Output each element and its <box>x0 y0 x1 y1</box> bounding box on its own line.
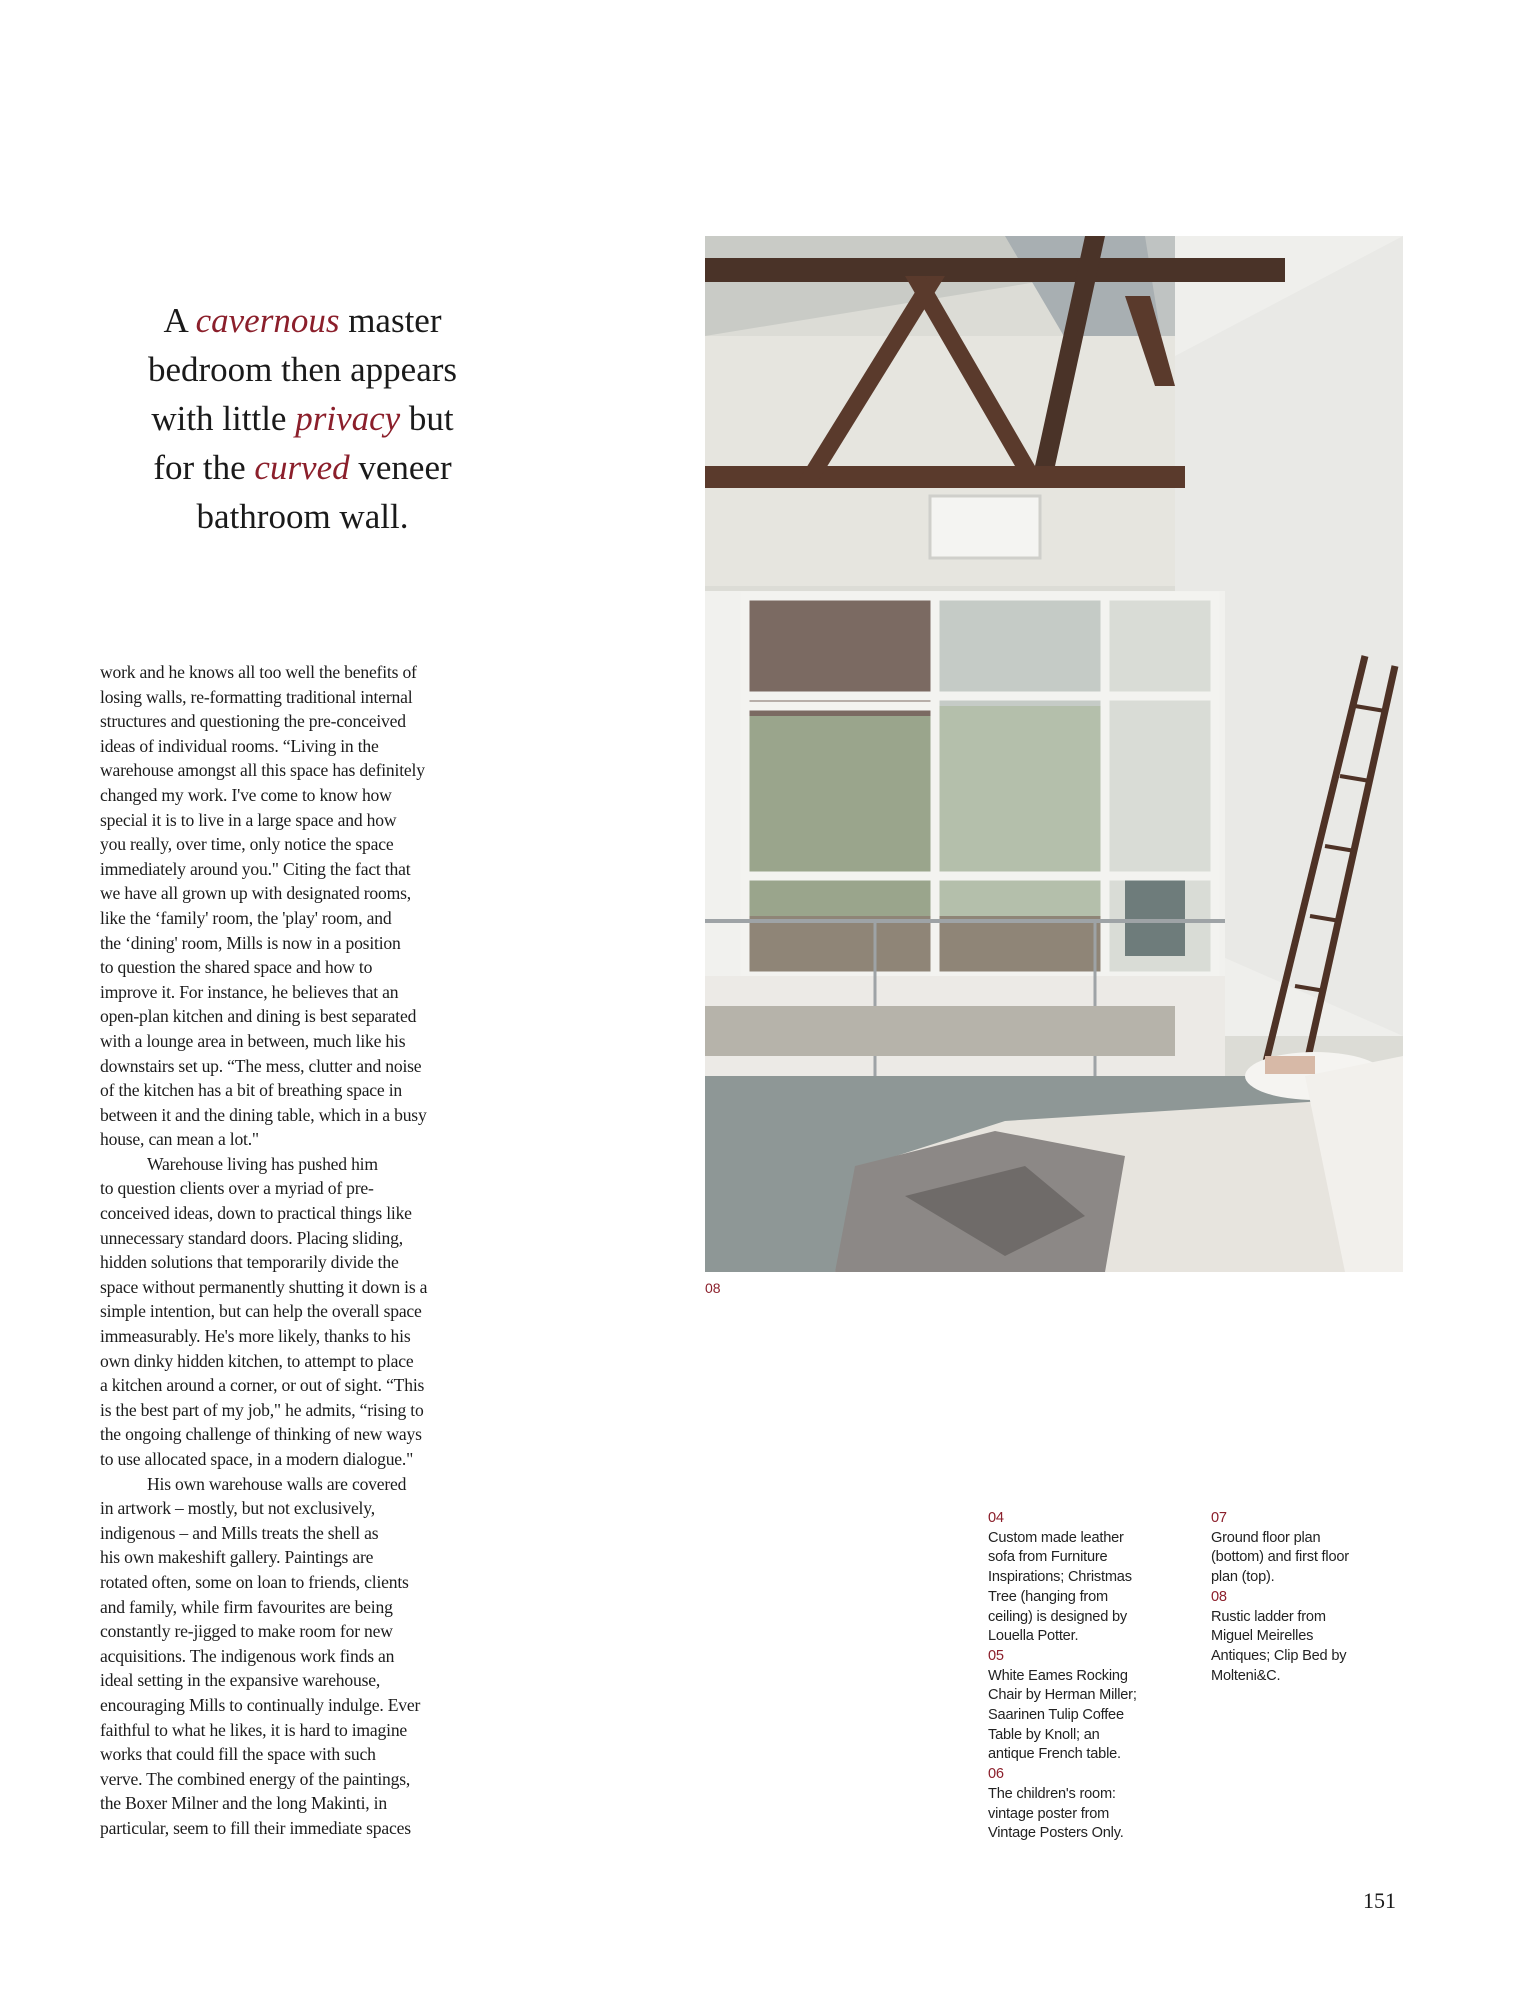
body-paragraph <box>100 660 520 1152</box>
caption-item <box>1211 1588 1411 1687</box>
pull-quote <box>100 296 505 541</box>
body-line: between it and the dining table, which in a busy <box>100 1104 427 1125</box>
body-line: space without permanently shutting it down is a <box>100 1276 428 1297</box>
pull-quote-emphasis: cavernous <box>195 301 340 340</box>
body-line: ideal setting in the expansive warehouse, <box>100 1670 381 1691</box>
body-line: changed my work. I've come to know how <box>100 784 392 805</box>
body-line: verve. The combined energy of the paintings, <box>100 1768 411 1789</box>
pull-quote-text: A <box>163 301 196 340</box>
caption-item <box>1211 1509 1411 1588</box>
body-line: indigenous – and Mills treats the shell as <box>100 1522 379 1543</box>
caption-line: Vintage Posters Only. <box>988 1825 1124 1842</box>
body-line: acquisitions. The indigenous work finds an <box>100 1645 395 1666</box>
body-line: the ‘dining' room, Mills is now in a position <box>100 932 401 953</box>
caption-number: 08 <box>1211 1588 1227 1605</box>
body-line: house, can mean a lot." <box>100 1129 259 1150</box>
caption-line: ceiling) is designed by <box>988 1608 1127 1625</box>
body-line: with a lounge area in between, much like his <box>100 1030 406 1051</box>
caption-item <box>988 1647 1198 1765</box>
caption-line: Chair by Herman Miller; <box>988 1687 1137 1704</box>
body-line: hidden solutions that temporarily divide the <box>100 1252 399 1273</box>
body-line: his own makeshift gallery. Paintings are <box>100 1547 374 1568</box>
caption-line: vintage poster from <box>988 1805 1110 1822</box>
body-line: to question the shared space and how to <box>100 957 373 978</box>
caption-line: Saarinen Tulip Coffee <box>988 1707 1124 1724</box>
body-line: the ongoing challenge of thinking of new ways <box>100 1424 422 1445</box>
caption-number: 04 <box>988 1510 1004 1526</box>
caption-line: The children's room: <box>988 1785 1116 1802</box>
caption-text <box>988 1785 1198 1844</box>
caption-line: Tree (hanging from <box>988 1588 1108 1605</box>
caption-line: antique French table. <box>988 1746 1121 1763</box>
body-line: ideas of individual rooms. “Living in the <box>100 735 379 756</box>
caption-number: 06 <box>988 1766 1004 1783</box>
caption-number: 05 <box>988 1647 1004 1664</box>
body-line: the Boxer Milner and the long Makinti, in <box>100 1793 387 1814</box>
body-line: encouraging Mills to continually indulge. Ever <box>100 1694 421 1715</box>
bedroom-photo <box>705 236 1403 1272</box>
body-line: Warehouse living has pushed him <box>147 1153 378 1174</box>
body-line: rotated often, some on loan to friends, clients <box>100 1571 409 1592</box>
pull-quote-text: with little <box>151 399 296 438</box>
caption-text <box>988 1667 1198 1766</box>
caption-line: Molteni&C. <box>1211 1667 1281 1684</box>
pull-quote-text: master <box>339 301 442 340</box>
caption-line: White Eames Rocking <box>988 1667 1128 1684</box>
body-paragraph <box>100 1472 520 1841</box>
body-line: is the best part of my job," he admits, “rising to <box>100 1399 424 1420</box>
pull-quote-text: for the <box>153 448 255 487</box>
body-line: unnecessary standard doors. Placing sliding, <box>100 1227 403 1248</box>
photo-number: 08 <box>705 1280 721 1296</box>
caption-line: Rustic ladder from <box>1211 1608 1326 1625</box>
caption-text <box>1211 1529 1411 1588</box>
pull-quote-line <box>100 443 505 492</box>
body-line: conceived ideas, down to practical things like <box>100 1203 412 1224</box>
body-line: immediately around you." Citing the fact that <box>100 858 411 879</box>
caption-line: plan (top). <box>1211 1569 1275 1586</box>
caption-line: Custom made leather <box>988 1529 1124 1546</box>
caption-line: Ground floor plan <box>1211 1529 1321 1546</box>
pull-quote-emphasis: privacy <box>295 399 401 438</box>
body-line: in artwork – mostly, but not exclusively, <box>100 1498 375 1519</box>
body-line: works that could fill the space with such <box>100 1744 376 1765</box>
pull-quote-text: bedroom then appears <box>147 350 458 389</box>
body-line: like the ‘family' room, the 'play' room, and <box>100 907 392 928</box>
body-line: structures and questioning the pre-conceived <box>100 711 406 732</box>
body-line: you really, over time, only notice the space <box>100 834 394 855</box>
body-line: and family, while firm favourites are being <box>100 1596 393 1617</box>
caption-line: Inspirations; Christmas <box>988 1569 1132 1586</box>
body-line: downstairs set up. “The mess, clutter and noise <box>100 1055 422 1076</box>
captions-column-1 <box>988 1509 1198 1844</box>
caption-text <box>988 1529 1198 1647</box>
body-paragraph <box>100 1152 520 1472</box>
body-line: to use allocated space, in a modern dialogue." <box>100 1449 414 1469</box>
body-line: own dinky hidden kitchen, to attempt to place <box>100 1350 414 1371</box>
body-line: a kitchen around a corner, or out of sight. “This <box>100 1375 425 1396</box>
body-line: improve it. For instance, he believes that an <box>100 981 399 1002</box>
page-number: 151 <box>1363 1888 1396 1913</box>
body-line: constantly re-jigged to make room for new <box>100 1621 393 1642</box>
body-line: of the kitchen has a bit of breathing space in <box>100 1080 403 1101</box>
caption-line: (bottom) and first floor <box>1211 1549 1349 1566</box>
pull-quote-emphasis: curved <box>254 448 350 487</box>
body-line: work and he knows all too well the benefits of <box>100 662 417 682</box>
body-line: particular, seem to fill their immediate spaces <box>100 1817 411 1838</box>
caption-text <box>1211 1608 1411 1687</box>
caption-line: Miguel Meirelles <box>1211 1628 1314 1645</box>
caption-line: Antiques; Clip Bed by <box>1211 1647 1347 1664</box>
body-line: special it is to live in a large space and how <box>100 809 397 830</box>
body-line: simple intention, but can help the overall space <box>100 1301 422 1322</box>
pull-quote-line <box>100 394 505 443</box>
body-line: faithful to what he likes, it is hard to imagine <box>100 1719 408 1740</box>
body-line: His own warehouse walls are covered <box>147 1473 407 1494</box>
captions-column-2 <box>1211 1509 1411 1686</box>
pull-quote-line <box>100 345 505 394</box>
article-body <box>100 660 520 1841</box>
caption-line: sofa from Furniture <box>988 1549 1108 1566</box>
body-line: warehouse amongst all this space has definitely <box>100 760 425 781</box>
body-line: to question clients over a myriad of pre- <box>100 1178 374 1199</box>
body-line: we have all grown up with designated rooms, <box>100 883 411 904</box>
caption-item <box>988 1509 1198 1647</box>
pull-quote-text: veneer <box>349 448 452 487</box>
caption-line: Table by Knoll; an <box>988 1726 1100 1743</box>
caption-item <box>988 1765 1198 1844</box>
body-line: losing walls, re-formatting traditional internal <box>100 686 413 707</box>
body-line: immeasurably. He's more likely, thanks to his <box>100 1326 411 1347</box>
pull-quote-line <box>100 296 505 345</box>
pull-quote-text: bathroom wall. <box>196 497 409 536</box>
pull-quote-line <box>100 492 505 541</box>
pull-quote-text: but <box>400 399 454 438</box>
caption-line: Louella Potter. <box>988 1628 1079 1645</box>
body-line: open-plan kitchen and dining is best separated <box>100 1006 417 1027</box>
caption-number: 07 <box>1211 1510 1227 1526</box>
